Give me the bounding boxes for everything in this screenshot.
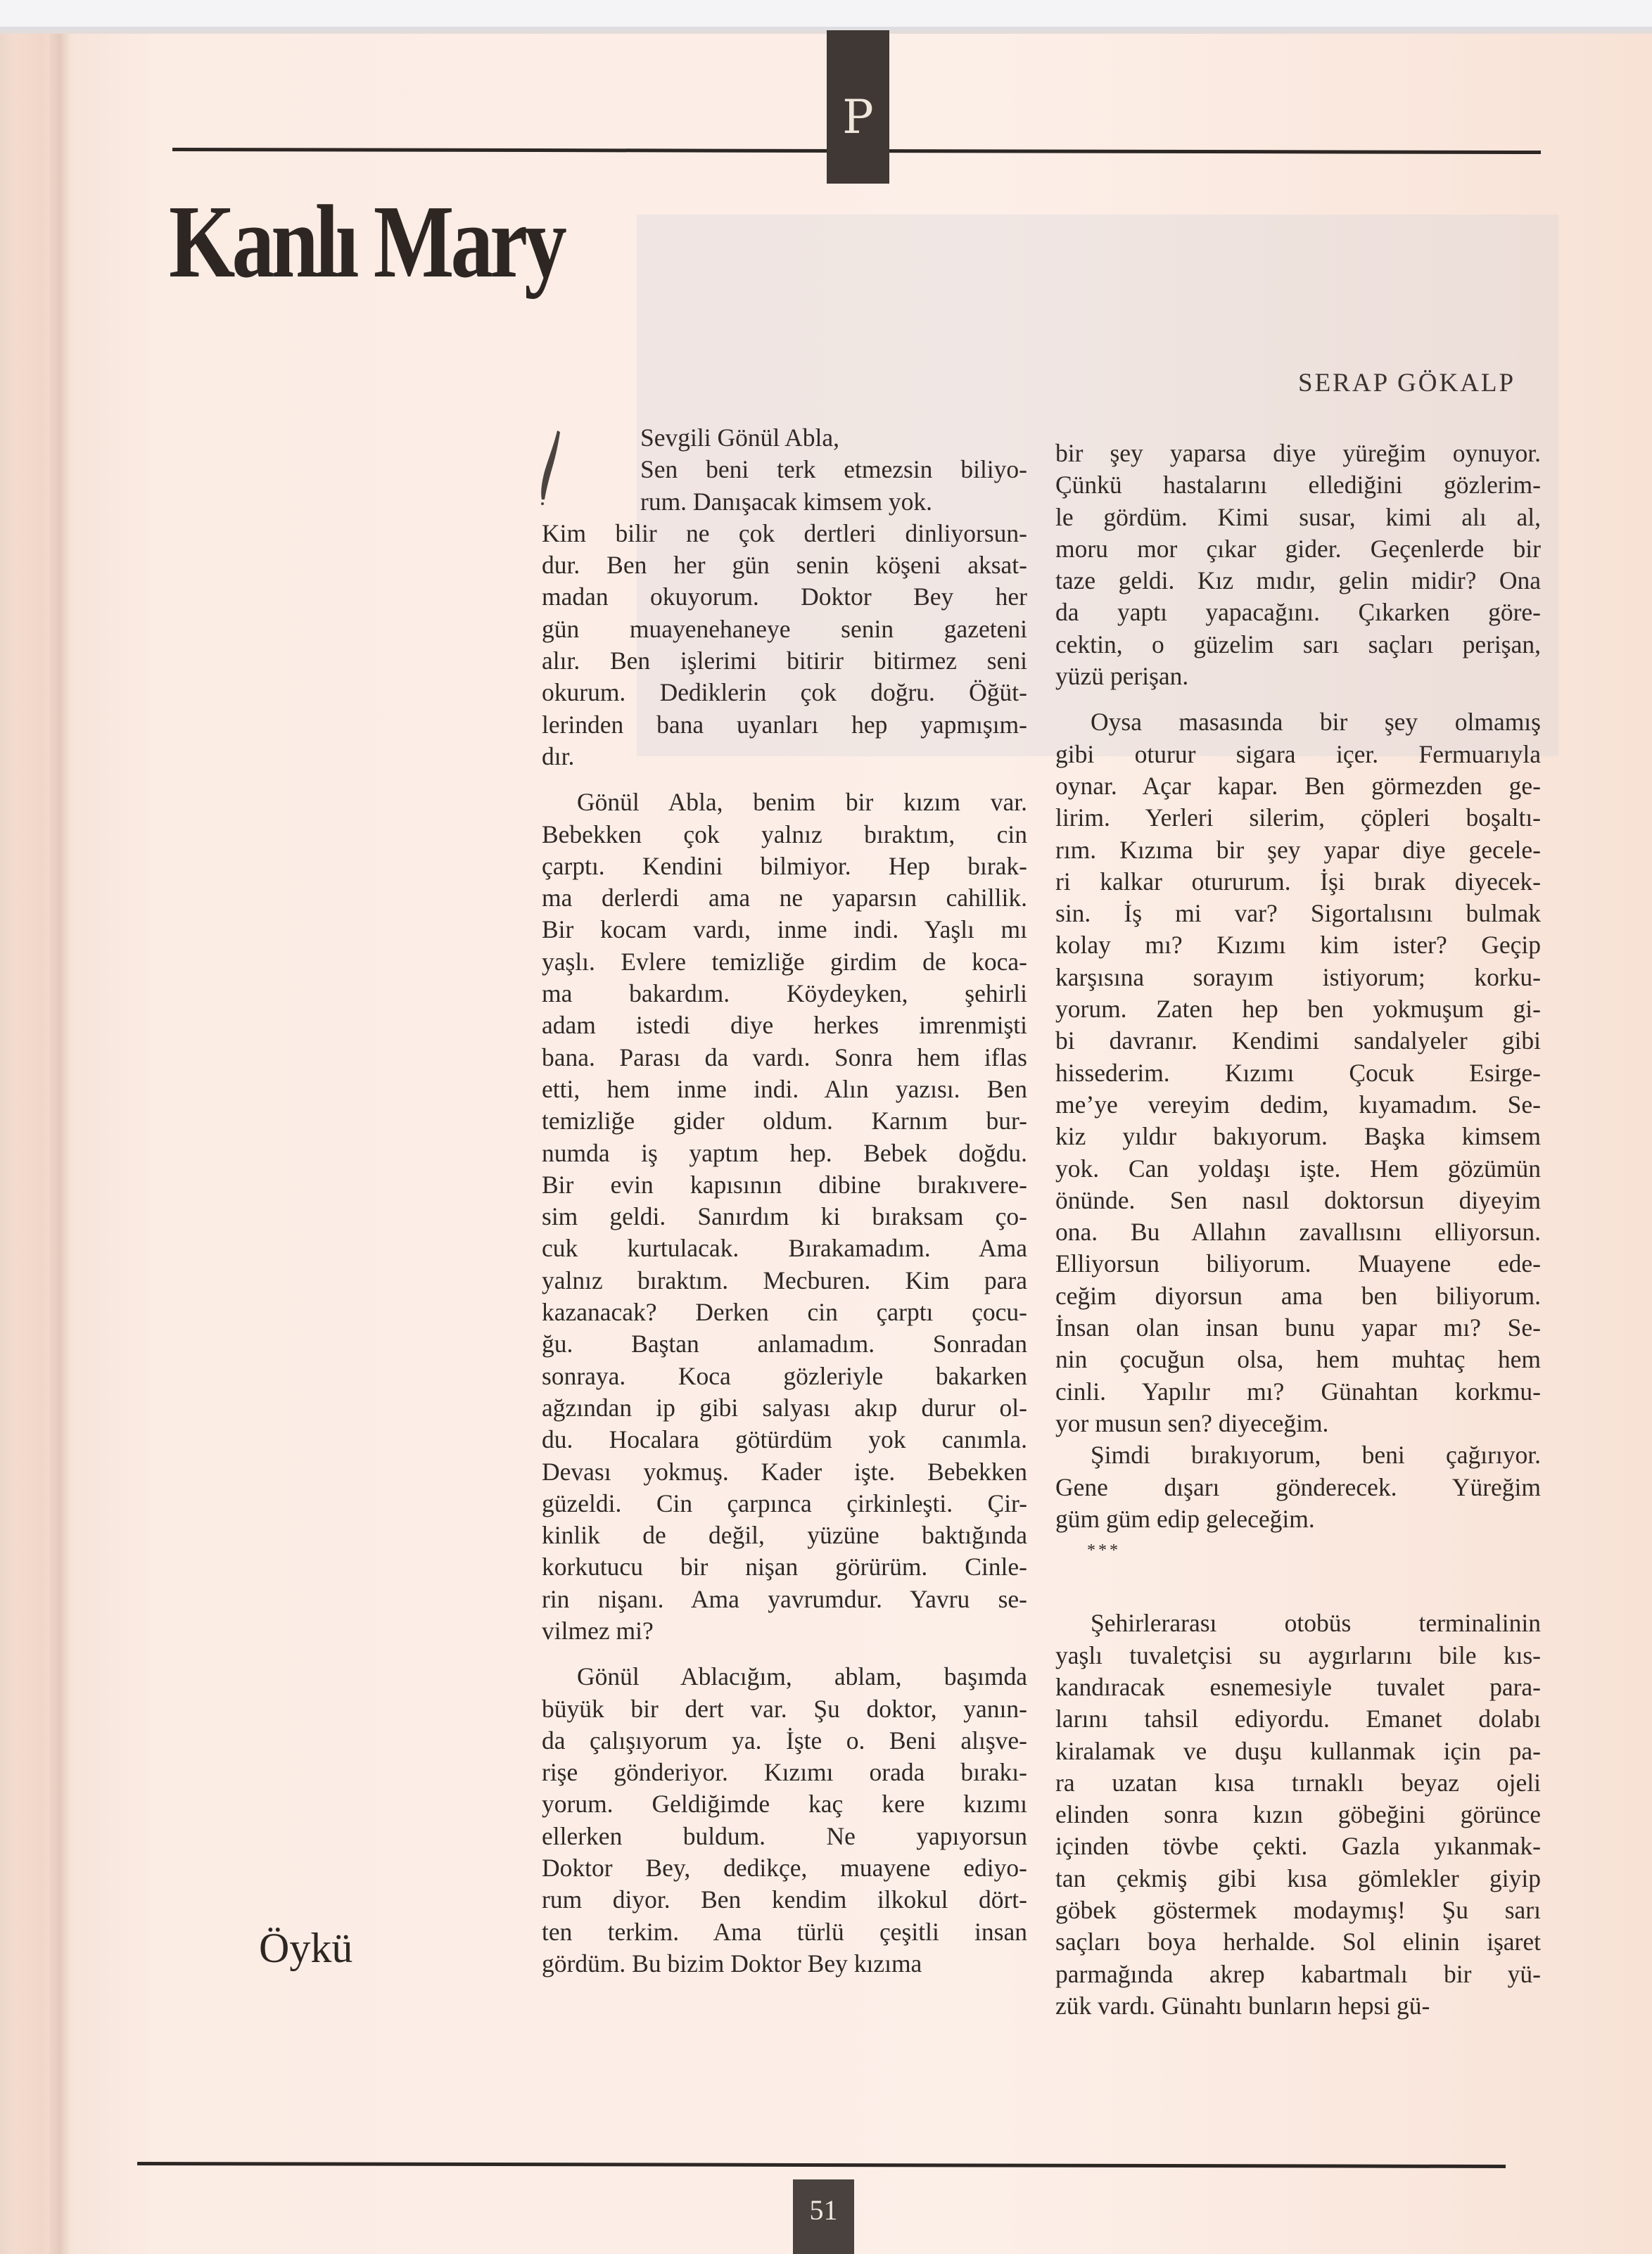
- text-line: Kim bilir ne çok dertleri dinliyorsun-: [542, 518, 1027, 547]
- text-line: yor musun sen? diyeceğim.: [1055, 1408, 1329, 1437]
- text-line: kolay mı? Kızımı kim ister? Geçip: [1055, 931, 1541, 960]
- text-line: ceğim diyorsun ama ben biliyorum.: [1055, 1281, 1541, 1310]
- text-line: ma bakardım. Köydeyken, şehirli: [542, 979, 1027, 1008]
- text-line: Şimdi bırakıyorum, beni çağırıyor.: [1091, 1441, 1541, 1470]
- text-column-2: [1055, 438, 1541, 2022]
- text-line: ğu. Baştan anlamadım. Sonradan: [542, 1330, 1027, 1358]
- text-line: madan okuyorum. Doktor Bey her: [542, 582, 1027, 611]
- text-line: da çalışıyorum ya. İşte o. Beni alışve-: [542, 1726, 1027, 1755]
- text-line: Çünkü hastalarını ellediğini gözlerim-: [1055, 471, 1541, 499]
- page-number-tab: [793, 2179, 854, 2254]
- paragraph-gap: [1055, 692, 1541, 706]
- text-line: içinden tövbe çekti. Gazla yıkanmak-: [1055, 1832, 1541, 1861]
- text-line: sin. İş mi var? Sigortalısını bulmak: [1055, 899, 1541, 928]
- text-line: Elliyorsun biliyorum. Muayene ede-: [1055, 1249, 1541, 1278]
- text-line: bana. Parası da vardı. Sonra hem iflas: [542, 1043, 1027, 1071]
- text-line: rım. Kızıma bir şey yapar diye gecele-: [1055, 835, 1541, 864]
- text-line: kiz yıldır bakıyorum. Başka kimsem: [1055, 1122, 1541, 1151]
- text-line: larını tahsil ediyordu. Emanet dolabı: [1055, 1705, 1541, 1733]
- text-line: kiralamak ve duşu kullanmak için pa-: [1055, 1736, 1541, 1765]
- text-line: Sen beni terk etmezsin biliyo-: [640, 455, 1027, 484]
- text-line: dur. Ben her gün senin köşeni aksat-: [542, 551, 1027, 580]
- text-line: çarptı. Kendini bilmiyor. Hep bırak-: [542, 851, 1027, 880]
- text-line: ellerken buldum. Ne yapıyorsun: [542, 1821, 1027, 1850]
- text-line: Gönül Ablacığım, ablam, başımda: [577, 1662, 1027, 1691]
- text-line: İnsan olan insan bunu yapar mı? Se-: [1055, 1313, 1541, 1342]
- text-line: yorum. Geldiğimde kaç kere kızımı: [542, 1790, 1027, 1819]
- paragraph-gap: [542, 772, 1027, 787]
- text-line: önünde. Sen nasıl doktorsun diyeyim: [1055, 1185, 1541, 1214]
- text-line: ağzından ip gibi salyası akıp durur ol-: [542, 1393, 1027, 1422]
- text-line: Bir kocam vardı, inme indi. Yaşlı mı: [542, 915, 1027, 944]
- text-line: rişe gönderiyor. Kızımı orada bırakı-: [542, 1758, 1027, 1787]
- text-line: yüzü perişan.: [1055, 662, 1189, 691]
- paragraph-gap: [542, 1647, 1027, 1661]
- text-line: yalnız bıraktım. Mecburen. Kim para: [542, 1266, 1027, 1294]
- text-line: Bir evin kapısının dibine bırakıvere-: [542, 1170, 1027, 1199]
- text-line: cektin, o güzelim sarı saçları perişan,: [1055, 630, 1541, 658]
- text-line: ma derlerdi ama ne yaparsın cahillik.: [542, 884, 1027, 912]
- text-line: kandıracak esnemesiyle tuvalet para-: [1055, 1672, 1541, 1701]
- text-line: yorum. Zaten hep ben yokmuşum gi-: [1055, 995, 1541, 1024]
- text-column-1: [542, 422, 1027, 1980]
- text-line: Sevgili Gönül Abla,: [640, 424, 840, 452]
- text-line: vilmez mi?: [542, 1616, 654, 1645]
- section-break: ***: [1087, 1541, 1121, 1560]
- text-line: da yaptı yapacağını. Çıkarken göre-: [1055, 598, 1541, 627]
- text-line: oynar. Açar kapar. Ben görmezden ge-: [1055, 771, 1541, 800]
- text-line: lirim. Yerleri silerim, çöpleri boşaltı-: [1055, 803, 1541, 832]
- text-line: ri kalkar otururum. İşi bırak diyecek-: [1055, 867, 1541, 896]
- text-line: etti, hem inme indi. Alın yazısı. Ben: [542, 1074, 1027, 1103]
- text-line: bir şey yaparsa diye yüreğim oynuyor.: [1055, 439, 1541, 467]
- text-line: Şehirlerarası otobüs terminalinin: [1091, 1609, 1541, 1638]
- text-line: hissederim. Kızımı Çocuk Esirge-: [1055, 1058, 1541, 1087]
- text-line: gördüm. Bu bizim Doktor Bey kızıma: [542, 1949, 922, 1978]
- author-name: SERAP GÖKALP: [1298, 369, 1516, 397]
- text-line: tan çekmiş gibi kısa gömlekler giyip: [1055, 1864, 1541, 1892]
- genre-label: Öykü: [259, 1925, 353, 1971]
- text-line: rum diyor. Ben kendim ilkokul dört-: [542, 1885, 1027, 1914]
- text-line: ra uzatan kısa tırnaklı beyaz ojeli: [1055, 1768, 1541, 1797]
- text-line: göbek göstermek modaymış! Şu sarı: [1055, 1896, 1541, 1925]
- text-line: kinlik de değil, yüzüne baktığında: [542, 1521, 1027, 1550]
- text-line: korkutucu bir nişan görürüm. Cinle-: [542, 1553, 1027, 1581]
- text-line: me’ye vereyim dedim, kıyamadım. Se-: [1055, 1090, 1541, 1119]
- text-line: Bebekken çok yalnız bıraktım, cin: [542, 820, 1027, 848]
- text-line: sonraya. Koca gözleriyle bakarken: [542, 1361, 1027, 1390]
- text-line: büyük bir dert var. Şu doktor, yanın-: [542, 1694, 1027, 1723]
- text-line: zük vardı. Günahtı bunların hepsi gü-: [1055, 1991, 1430, 2020]
- text-line: cuk kurtulacak. Bırakamadım. Ama: [542, 1234, 1027, 1263]
- text-line: güzeldi. Cin çarpınca çirkinleşti. Çir-: [542, 1489, 1027, 1517]
- text-line: temizliğe gider oldum. Karnım bur-: [542, 1107, 1027, 1135]
- section-letter: P: [842, 90, 874, 144]
- text-line: rin nişanı. Ama yavrumdur. Yavru se-: [542, 1584, 1027, 1613]
- text-line: güm güm edip geleceğim.: [1055, 1504, 1315, 1533]
- text-line: ona. Bu Allahın zavallısını elliyorsun.: [1055, 1218, 1541, 1247]
- text-line: gün muayenehaneye senin gazeteni: [542, 614, 1027, 643]
- text-line: nin çocuğun olsa, hem muhtaç hem: [1055, 1345, 1541, 1374]
- text-line: numda iş yaptım hep. Bebek doğdu.: [542, 1138, 1027, 1167]
- text-line: Gene dışarı gönderecek. Yüreğim: [1055, 1472, 1541, 1501]
- paragraph-gap: [1055, 1567, 1541, 1607]
- text-line: ten terkim. Ama türlü çeşitli insan: [542, 1917, 1027, 1946]
- text-line: saçları boya herhalde. Sol elinin işaret: [1055, 1928, 1541, 1956]
- text-line: yaşlı tuvaletçisi su aygırlarını bile kıs-: [1055, 1641, 1541, 1669]
- text-line: du. Hocalara götürdüm yok canımla.: [542, 1425, 1027, 1454]
- text-line: elinden sonra kızın göbeğini görünce: [1055, 1800, 1541, 1829]
- section-tab: [827, 30, 889, 184]
- binding-fold: [49, 34, 70, 2254]
- text-line: kazanacak? Derken cin çarptı çocu-: [542, 1298, 1027, 1327]
- text-line: yok. Can yoldaşı işte. Hem gözümün: [1055, 1154, 1541, 1183]
- story-title: Kanlı Mary: [169, 184, 564, 300]
- text-line: okurum. Dediklerin çok doğru. Öğüt-: [542, 678, 1027, 707]
- text-line: Gönül Abla, benim bir kızım var.: [577, 788, 1027, 817]
- text-line: karşısına sorayım istiyorum; korku-: [1055, 962, 1541, 991]
- text-line: le gördüm. Kimi susar, kimi alı al,: [1055, 502, 1541, 531]
- text-line: gibi oturur sigara içer. Fermuarıyla: [1055, 739, 1541, 768]
- text-line: Devası yokmuş. Kader işte. Bebekken: [542, 1457, 1027, 1486]
- text-line: adam istedi diye herkes imrenmişti: [542, 1011, 1027, 1040]
- text-line: dır.: [542, 741, 575, 770]
- text-line: cinli. Yapılır mı? Günahtan korkmu-: [1055, 1377, 1541, 1406]
- text-line: bi davranır. Kendimi sandalyeler gibi: [1055, 1026, 1541, 1055]
- page-number: 51: [809, 2194, 838, 2226]
- text-line: moru mor çıkar gider. Geçenlerde bir: [1055, 534, 1541, 563]
- text-line: yaşlı. Evlere temizliğe girdim de koca-: [542, 947, 1027, 976]
- text-line: lerinden bana uyanları hep yapmışım-: [542, 710, 1027, 739]
- text-line: parmağında akrep kabartmalı bir yü-: [1055, 1959, 1541, 1988]
- text-line: Oysa masasında bir şey olmamış: [1091, 708, 1541, 737]
- text-line: sim geldi. Sanırdım ki bıraksam ço-: [542, 1202, 1027, 1231]
- text-line: rum. Danışacak kimsem yok.: [640, 487, 933, 516]
- text-line: Doktor Bey, dedikçe, muayene ediyo-: [542, 1854, 1027, 1883]
- text-line: taze geldi. Kız mıdır, gelin midir? Ona: [1055, 566, 1541, 595]
- text-line: alır. Ben işlerimi bitirir bitirmez seni: [542, 647, 1027, 675]
